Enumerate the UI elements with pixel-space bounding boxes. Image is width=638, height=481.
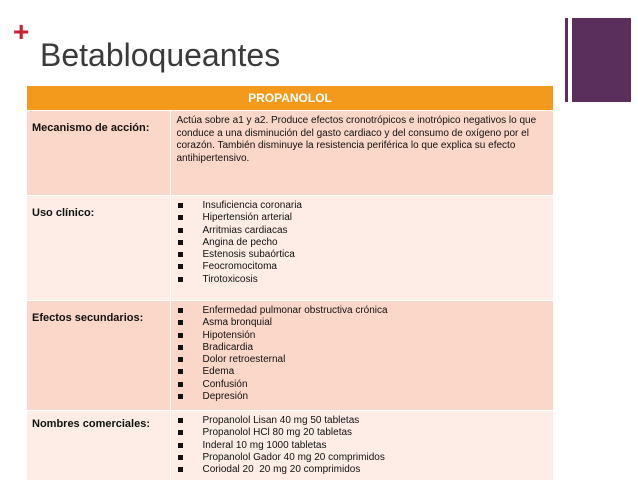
bullet-list — [177, 200, 548, 286]
square-bullet-icon — [178, 418, 183, 423]
list-item — [177, 249, 548, 261]
list-item — [177, 317, 548, 329]
list-item — [177, 342, 548, 354]
list-item — [177, 452, 548, 464]
list-item-text: Propanolol Gador 40 mg 20 comprimidos — [202, 451, 385, 463]
list-item-text: Enfermedad pulmonar obstructiva crónica — [202, 305, 388, 316]
table-header: PROPANOLOL — [27, 86, 553, 111]
square-bullet-icon — [178, 455, 183, 460]
square-bullet-icon — [178, 394, 183, 399]
square-bullet-icon — [178, 467, 183, 472]
list-item — [177, 305, 548, 317]
list-item-text: Propanolol HCl 80 mg 20 tabletas — [202, 427, 353, 439]
list-item-text: Hipertensión arterial — [202, 212, 292, 224]
list-item — [177, 274, 548, 286]
list-item-text: Estenosis subaórtica — [202, 249, 295, 261]
square-bullet-icon — [178, 369, 183, 374]
list-item-text: Propanolol Lisan 40 mg 50 tabletas — [202, 415, 360, 426]
table-row-mecanismo — [27, 111, 553, 196]
list-item-text: Hipotensión — [202, 329, 256, 341]
list-item-text: Depresión — [202, 391, 249, 403]
square-bullet-icon — [178, 277, 183, 282]
list-item — [177, 261, 548, 273]
row-label: Uso clínico: — [27, 196, 170, 301]
square-bullet-icon — [178, 382, 183, 387]
list-item-text: Inderal 10 mg 1000 tabletas — [202, 439, 327, 451]
square-bullet-icon — [178, 264, 183, 269]
list-item — [177, 427, 548, 439]
list-item-text: Feocromocitoma — [202, 261, 277, 273]
square-bullet-icon — [178, 345, 183, 350]
list-item — [177, 237, 548, 249]
list-item-text: Coriodal 20 20 mg 20 comprimidos — [202, 464, 361, 476]
bullet-list — [177, 305, 548, 403]
list-item — [177, 330, 548, 342]
row-list-cell — [170, 196, 553, 301]
list-item-text: Tirotoxicosis — [202, 273, 258, 285]
square-bullet-icon — [178, 308, 183, 313]
square-bullet-icon — [178, 215, 183, 220]
list-item — [177, 415, 548, 427]
list-item-text: Bradicardia — [202, 341, 254, 353]
row-label: Nombres comerciales: — [27, 411, 170, 481]
list-item — [177, 200, 548, 212]
row-label: Efectos secundarios: — [27, 301, 170, 411]
table-row-nombres-comerciales — [27, 411, 553, 481]
square-bullet-icon — [178, 228, 183, 233]
square-bullet-icon — [178, 443, 183, 448]
list-item — [177, 354, 548, 366]
row-list-cell — [170, 301, 553, 411]
list-item-text: Insuficiencia coronaria — [202, 200, 302, 211]
list-item-text: Arritmias cardiacas — [202, 224, 288, 236]
square-bullet-icon — [178, 357, 183, 362]
table-row-uso-clinico — [27, 196, 553, 301]
row-list-cell — [170, 411, 553, 481]
row-label: Mecanismo de acción: — [27, 111, 170, 196]
list-item-text: Confusión — [202, 378, 248, 390]
list-item — [177, 440, 548, 452]
list-item — [177, 379, 548, 391]
square-bullet-icon — [178, 333, 183, 338]
list-item-text: Asma bronquial — [202, 317, 272, 329]
list-item-text: Dolor retroesternal — [202, 354, 286, 366]
list-item-text: Angina de pecho — [202, 236, 278, 248]
square-bullet-icon — [178, 240, 183, 245]
list-item — [177, 212, 548, 224]
slide-title: Betabloqueantes — [40, 37, 281, 73]
list-item — [177, 366, 548, 378]
row-text: Actúa sobre a1 y a2. Produce efectos cronotrópicos e inotrópico negativos lo que conduce a una disminución del gasto cardiaco y del consumo de oxígeno por el corazón. También disminuye la resistencia periférica lo que explica su efecto antihipertensivo. — [170, 111, 553, 196]
accent-bar-thick — [572, 18, 631, 102]
list-item — [177, 391, 548, 403]
square-bullet-icon — [178, 203, 183, 208]
drug-table — [27, 86, 553, 481]
bullet-list — [177, 415, 548, 476]
square-bullet-icon — [178, 320, 183, 325]
accent-bar-thin — [565, 18, 568, 102]
plus-icon: + — [13, 16, 30, 47]
list-item — [177, 464, 548, 476]
list-item — [177, 225, 548, 237]
table-row-efectos-secundarios — [27, 301, 553, 411]
square-bullet-icon — [178, 252, 183, 257]
list-item-text: Edema — [202, 366, 235, 378]
square-bullet-icon — [178, 430, 183, 435]
